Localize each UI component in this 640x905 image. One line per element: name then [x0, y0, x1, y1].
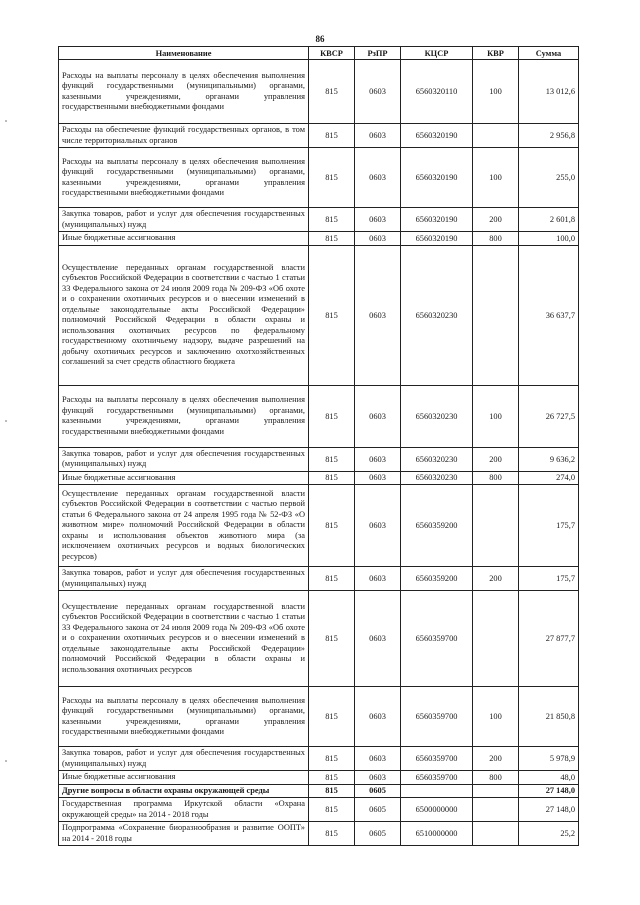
row-name: Расходы на выплаты персоналу в целях обеспечения выполнения функций государственными (муниципальными) органами, казенными учреждениями, органами управления государственными внебюджетными фондами [59, 687, 309, 747]
row-kcsr: 6500000000 [401, 798, 473, 822]
row-name: Расходы на выплаты персоналу в целях обеспечения выполнения функций государственными (муниципальными) органами, казенными учреждениями, органами управления государственными внебюджетными фондами [59, 148, 309, 208]
row-name: Закупка товаров, работ и услуг для обеспечения государственных (муниципальных) нужд [59, 447, 309, 471]
row-rzpr: 0603 [355, 124, 401, 148]
row-rzpr: 0605 [355, 784, 401, 798]
row-kvr: 200 [473, 567, 519, 591]
row-kvsr: 815 [309, 485, 355, 567]
scan-mark [5, 760, 7, 762]
row-name: Осуществление переданных органам государственной власти субъектов Российской Федерации в соответствии с частью первой статьи 6 Федерального закона от 24 апреля 1995 года № 52-ФЗ «О животном мире» полномочий Российской Федерации в области охраны и использования объектов животного мира (за исключением охотничьих ресурсов и водных биологических ресурсов) [59, 485, 309, 567]
row-kcsr: 6560359700 [401, 591, 473, 687]
row-kvr: 800 [473, 232, 519, 246]
row-name: Государственная программа Иркутской области «Охрана окружающей среды» на 2014 - 2018 годы [59, 798, 309, 822]
row-kvsr: 815 [309, 208, 355, 232]
row-kvr: 100 [473, 687, 519, 747]
row-name: Осуществление переданных органам государственной власти субъектов Российской Федерации в соответствии с частью 1 статьи 33 Федерального закона от 24 июля 2009 года № 209-ФЗ «Об охоте и о сохранении охотничьих ресурсов и о внесении изменений в отдельные законодательные акты Российской Федерации» полномочий Российской Федерации в области охраны и использования охотничьих ресурсов по федеральному государственному охотничьему надзору, выдаче разрешений на добычу охотничьих ресурсов и заключению охотхозяйственных соглашений за счет средств областного бюджета [59, 245, 309, 385]
row-name: Закупка товаров, работ и услуг для обеспечения государственных (муниципальных) нужд [59, 747, 309, 771]
row-sum: 27 148,0 [519, 784, 579, 798]
row-rzpr: 0605 [355, 798, 401, 822]
scan-mark [5, 120, 7, 122]
table-row [59, 447, 579, 471]
table-row [59, 60, 579, 124]
row-name: Иные бюджетные ассигнования [59, 232, 309, 246]
row-sum: 9 636,2 [519, 447, 579, 471]
row-kcsr: 6560359200 [401, 485, 473, 567]
row-kvsr: 815 [309, 232, 355, 246]
row-name: Подпрограмма «Сохранение биоразнообразия и развитие ООПТ» на 2014 - 2018 годы [59, 822, 309, 846]
row-kvsr: 815 [309, 124, 355, 148]
row-rzpr: 0603 [355, 60, 401, 124]
table-row [59, 385, 579, 447]
row-sum: 100,0 [519, 232, 579, 246]
header-sum: Сумма [519, 47, 579, 60]
row-name: Закупка товаров, работ и услуг для обеспечения государственных (муниципальных) нужд [59, 208, 309, 232]
row-name: Расходы на выплаты персоналу в целях обеспечения выполнения функций государственными (муниципальными) органами, казенными учреждениями, органами управления государственными внебюджетными фондами [59, 60, 309, 124]
header-kvsr: КВСР [309, 47, 355, 60]
row-name: Иные бюджетные ассигнования [59, 471, 309, 485]
row-kcsr: 6560320230 [401, 245, 473, 385]
row-kcsr: 6510000000 [401, 822, 473, 846]
row-sum: 274,0 [519, 471, 579, 485]
table-row [59, 822, 579, 846]
row-sum: 26 727,5 [519, 385, 579, 447]
row-sum: 27 877,7 [519, 591, 579, 687]
table-row [59, 798, 579, 822]
table-row [59, 687, 579, 747]
row-sum: 25,2 [519, 822, 579, 846]
row-kvr: 100 [473, 385, 519, 447]
row-kcsr: 6560320190 [401, 232, 473, 246]
row-kcsr: 6560359700 [401, 747, 473, 771]
row-kvr: 100 [473, 60, 519, 124]
row-kvr: 200 [473, 447, 519, 471]
row-kcsr: 6560320230 [401, 471, 473, 485]
row-sum: 21 850,8 [519, 687, 579, 747]
row-rzpr: 0603 [355, 471, 401, 485]
row-kvr [473, 124, 519, 148]
row-kvr: 800 [473, 471, 519, 485]
row-kvsr: 815 [309, 771, 355, 785]
row-name: Осуществление переданных органам государственной власти субъектов Российской Федерации в соответствии с частью 1 статьи 33 Федерального закона от 24 июля 2009 года № 209-ФЗ «Об охоте и о сохранении охотничьих ресурсов и о внесении изменений в отдельные законодательные акты Российской Федерации» полномочий Российской Федерации в области охраны и использования охотничьих ресурсов [59, 591, 309, 687]
row-kvsr: 815 [309, 822, 355, 846]
row-sum: 2 601,8 [519, 208, 579, 232]
table-row [59, 591, 579, 687]
row-name: Закупка товаров, работ и услуг для обеспечения государственных (муниципальных) нужд [59, 567, 309, 591]
row-kcsr: 6560320190 [401, 124, 473, 148]
row-kvsr: 815 [309, 385, 355, 447]
row-rzpr: 0603 [355, 485, 401, 567]
row-kcsr: 6560320110 [401, 60, 473, 124]
table-row [59, 245, 579, 385]
row-sum: 13 012,6 [519, 60, 579, 124]
row-kvr [473, 822, 519, 846]
scan-mark [5, 420, 7, 422]
table-row [59, 208, 579, 232]
row-rzpr: 0603 [355, 245, 401, 385]
row-kvr [473, 245, 519, 385]
header-kcsr: КЦСР [401, 47, 473, 60]
row-sum: 5 978,9 [519, 747, 579, 771]
row-kvr: 200 [473, 747, 519, 771]
row-kvr: 100 [473, 148, 519, 208]
row-rzpr: 0603 [355, 591, 401, 687]
header-rzpr: РзПР [355, 47, 401, 60]
table-row [59, 148, 579, 208]
table-header-row [59, 47, 579, 60]
table-row [59, 124, 579, 148]
row-rzpr: 0603 [355, 687, 401, 747]
row-kcsr: 6560320190 [401, 148, 473, 208]
row-kcsr: 6560359700 [401, 771, 473, 785]
row-kvr: 800 [473, 771, 519, 785]
table-row [59, 471, 579, 485]
row-rzpr: 0603 [355, 567, 401, 591]
row-sum: 255,0 [519, 148, 579, 208]
row-kvsr: 815 [309, 591, 355, 687]
row-kvsr: 815 [309, 447, 355, 471]
row-rzpr: 0603 [355, 148, 401, 208]
row-kvr [473, 784, 519, 798]
row-kvsr: 815 [309, 784, 355, 798]
row-kvsr: 815 [309, 148, 355, 208]
row-kcsr: 6560359200 [401, 567, 473, 591]
row-kvr [473, 591, 519, 687]
row-rzpr: 0603 [355, 232, 401, 246]
row-kcsr: 6560320190 [401, 208, 473, 232]
row-kvsr: 815 [309, 471, 355, 485]
row-name: Расходы на выплаты персоналу в целях обеспечения выполнения функций государственными (муниципальными) органами, казенными учреждениями, органами управления государственными внебюджетными фондами [59, 385, 309, 447]
row-kcsr: 6560320230 [401, 385, 473, 447]
row-rzpr: 0603 [355, 747, 401, 771]
row-name: Другие вопросы в области охраны окружающей среды [59, 784, 309, 798]
header-kvr: КВР [473, 47, 519, 60]
page-number: 86 [315, 34, 325, 44]
row-kvr [473, 798, 519, 822]
row-name: Расходы на обеспечение функций государственных органов, в том числе территориальных органов [59, 124, 309, 148]
table-row [59, 771, 579, 785]
row-kcsr: 6560320230 [401, 447, 473, 471]
table-row [59, 232, 579, 246]
table-row-section-total [59, 784, 579, 798]
row-kcsr [401, 784, 473, 798]
row-kvsr: 815 [309, 687, 355, 747]
table-row [59, 485, 579, 567]
row-name: Иные бюджетные ассигнования [59, 771, 309, 785]
row-kvsr: 815 [309, 747, 355, 771]
row-rzpr: 0605 [355, 822, 401, 846]
row-kvsr: 815 [309, 245, 355, 385]
row-rzpr: 0603 [355, 771, 401, 785]
row-rzpr: 0603 [355, 447, 401, 471]
row-kvr: 200 [473, 208, 519, 232]
row-sum: 175,7 [519, 485, 579, 567]
budget-table [58, 46, 579, 846]
row-kvr [473, 485, 519, 567]
row-kcsr: 6560359700 [401, 687, 473, 747]
table-row [59, 567, 579, 591]
row-sum: 27 148,0 [519, 798, 579, 822]
row-kvsr: 815 [309, 798, 355, 822]
row-sum: 2 956,8 [519, 124, 579, 148]
table-row [59, 747, 579, 771]
row-rzpr: 0603 [355, 385, 401, 447]
row-sum: 48,0 [519, 771, 579, 785]
header-name: Наименование [59, 47, 309, 60]
row-kvsr: 815 [309, 60, 355, 124]
row-sum: 36 637,7 [519, 245, 579, 385]
row-kvsr: 815 [309, 567, 355, 591]
row-sum: 175,7 [519, 567, 579, 591]
row-rzpr: 0603 [355, 208, 401, 232]
